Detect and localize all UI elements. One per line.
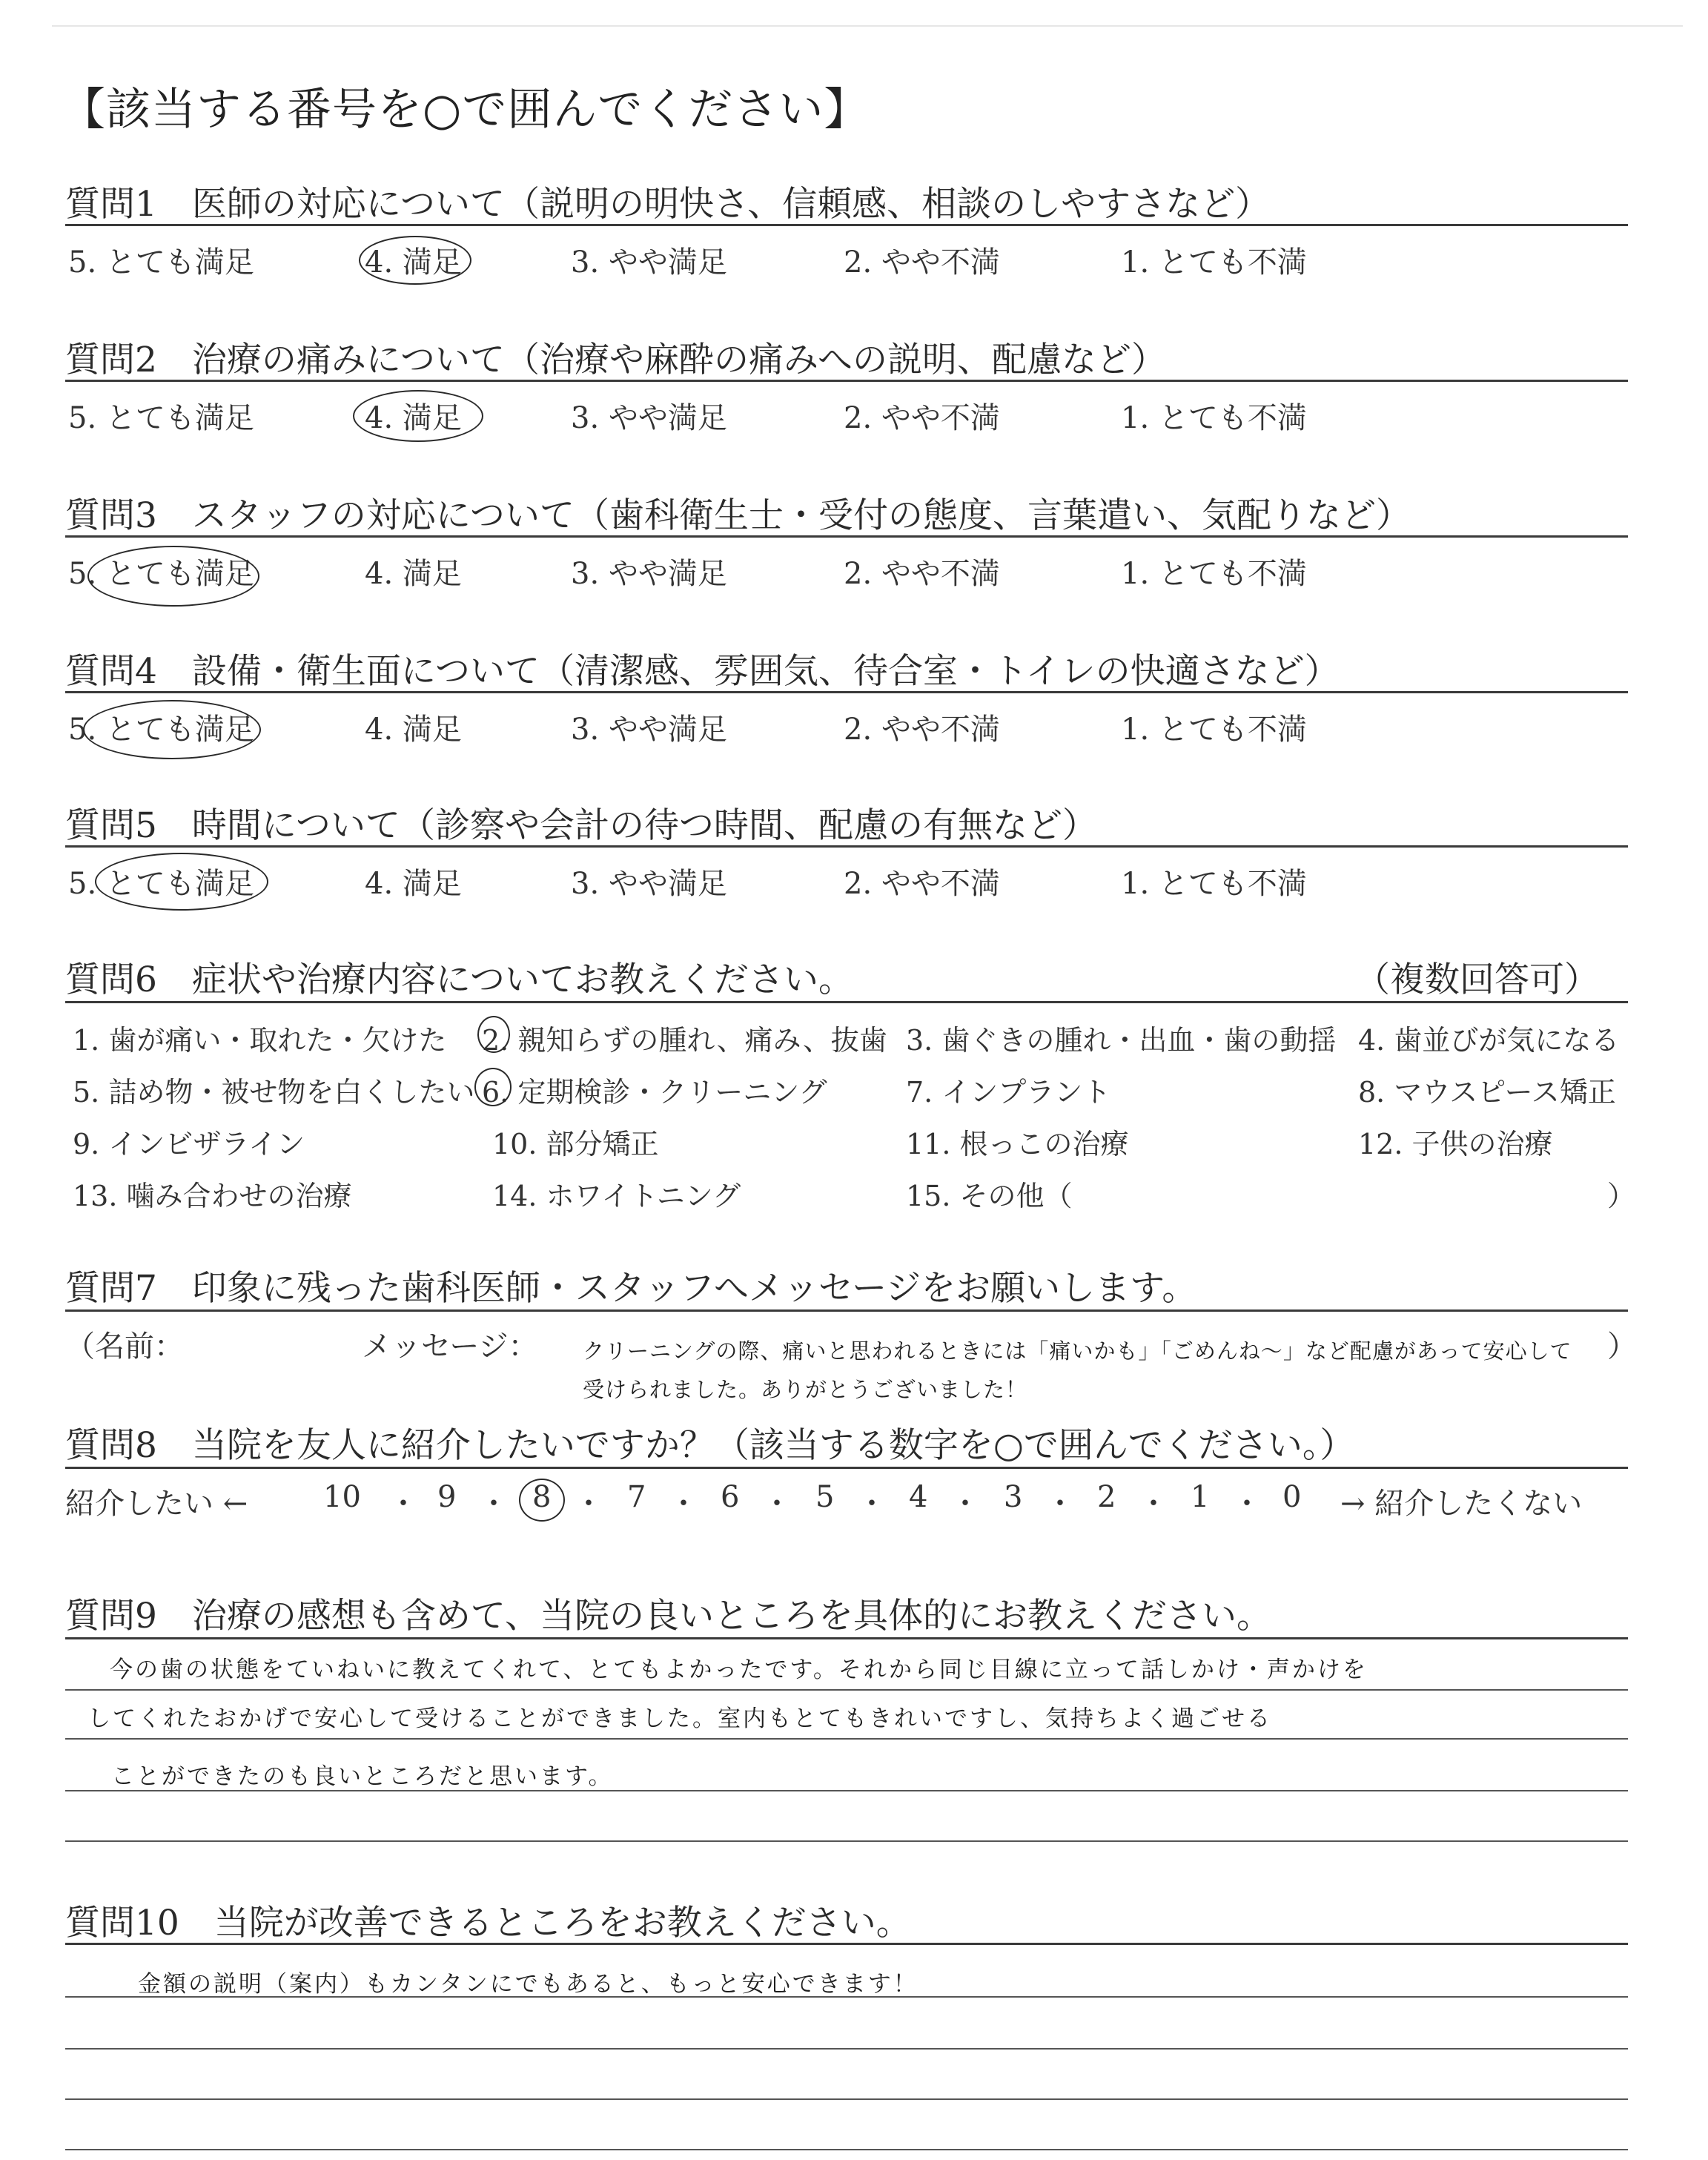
q8-score-3[interactable]: 3 bbox=[1004, 1480, 1023, 1514]
q1-option-1[interactable]: 1. とても不満 bbox=[1121, 245, 1307, 280]
question-6-rule bbox=[65, 1001, 1628, 1003]
q1-option-3[interactable]: 3. やや満足 bbox=[571, 245, 727, 280]
q9-answer-line-1: 今の歯の状態をていねいに教えてくれて、とてもよかったです。それから同じ目線に立って話しかけ・声かけを bbox=[110, 1657, 1368, 1683]
q3-selection-circle bbox=[87, 546, 259, 607]
q6-item-2-circle bbox=[477, 1016, 510, 1053]
question-9-title: 質問9 治療の感想も含めて、当院の良いところを具体的にお教えください。 bbox=[65, 1596, 1271, 1636]
q10-writing-line-2 bbox=[65, 2048, 1628, 2050]
page-title: 【該当する番号を○で囲んでください】 bbox=[61, 84, 870, 136]
q6-item-3[interactable]: 3. 歯ぐきの腫れ・出血・歯の動揺 bbox=[906, 1024, 1337, 1057]
q8-sep-6: ・ bbox=[857, 1487, 887, 1521]
q1-option-5[interactable]: 5. とても満足 bbox=[68, 245, 254, 280]
q6-item-14[interactable]: 14. ホワイトニング bbox=[492, 1180, 741, 1212]
q9-writing-line-4 bbox=[65, 1840, 1628, 1842]
q3-option-2[interactable]: 2. やや不満 bbox=[844, 557, 1000, 591]
q8-score-2[interactable]: 2 bbox=[1097, 1480, 1116, 1514]
q4-selection-circle bbox=[83, 700, 261, 759]
question-2-rule bbox=[65, 380, 1628, 382]
q10-answer-line-1: 金額の説明（案内）もカンタンにでもあると、もっと安心できます！ bbox=[138, 1971, 918, 1998]
q6-item-4[interactable]: 4. 歯並びが気になる bbox=[1358, 1024, 1620, 1057]
q2-option-2[interactable]: 2. やや不満 bbox=[844, 401, 1000, 435]
q2-selection-circle bbox=[353, 390, 483, 442]
question-2-title: 質問2 治療の痛みについて（治療や麻酔の痛みへの説明、配慮など） bbox=[65, 340, 1167, 380]
question-4-rule bbox=[65, 691, 1628, 693]
q6-item-11[interactable]: 11. 根っこの治療 bbox=[906, 1128, 1129, 1160]
question-1-title: 質問1 医師の対応について（説明の明快さ、信頼感、相談のしやすさなど） bbox=[65, 184, 1271, 225]
q6-item-6[interactable]: 6. 定期検診・クリーニング bbox=[482, 1076, 827, 1109]
q8-score-7[interactable]: 7 bbox=[627, 1480, 646, 1514]
q7-message-label: メッセージ： bbox=[362, 1330, 538, 1364]
q3-option-4[interactable]: 4. 満足 bbox=[365, 557, 462, 591]
q8-score-5[interactable]: 5 bbox=[815, 1480, 835, 1514]
q8-sep-9: ・ bbox=[1139, 1487, 1168, 1521]
q6-item-5[interactable]: 5. 詰め物・被せ物を白くしたい bbox=[73, 1076, 475, 1109]
q6-item-6-circle bbox=[474, 1068, 512, 1106]
q9-writing-line-2 bbox=[65, 1738, 1628, 1740]
q3-option-5[interactable]: 5. とても満足 bbox=[68, 557, 254, 591]
q6-item-8[interactable]: 8. マウスピース矯正 bbox=[1358, 1076, 1616, 1109]
q7-close-paren: ） bbox=[1607, 1330, 1637, 1364]
q8-sep-8: ・ bbox=[1045, 1487, 1075, 1521]
question-10-title: 質問10 当院が改善できるところをお教えください。 bbox=[65, 1903, 911, 1943]
q9-writing-line-1 bbox=[65, 1689, 1628, 1691]
q8-sep-4: ・ bbox=[669, 1487, 698, 1521]
question-3-rule bbox=[65, 535, 1628, 538]
q8-sep-2: ・ bbox=[479, 1487, 509, 1521]
q5-option-3[interactable]: 3. やや満足 bbox=[571, 867, 727, 901]
q4-option-3[interactable]: 3. やや満足 bbox=[571, 713, 727, 747]
question-6-note: （複数回答可） bbox=[1355, 960, 1599, 1000]
q7-name-label: （名前： bbox=[65, 1330, 184, 1364]
q8-score-0[interactable]: 0 bbox=[1282, 1480, 1302, 1514]
q8-score-10[interactable]: 10 bbox=[323, 1480, 361, 1514]
q8-score-8[interactable]: 8 bbox=[532, 1480, 552, 1514]
q8-sep-10: ・ bbox=[1232, 1487, 1262, 1521]
question-8-rule bbox=[65, 1467, 1628, 1469]
q8-sep-7: ・ bbox=[950, 1487, 980, 1521]
question-3-title: 質問3 スタッフの対応について（歯科衛生士・受付の態度、言葉遣い、気配りなど） bbox=[65, 495, 1411, 536]
q2-option-4[interactable]: 4. 満足 bbox=[365, 401, 462, 435]
q10-writing-line-3 bbox=[65, 2098, 1628, 2100]
q8-score-1[interactable]: 1 bbox=[1191, 1480, 1210, 1514]
q6-item-1[interactable]: 1. 歯が痛い・取れた・欠けた bbox=[73, 1024, 447, 1057]
q6-item-9[interactable]: 9. インビザライン bbox=[73, 1128, 305, 1160]
q6-item-2[interactable]: 2. 親知らずの腫れ、痛み、抜歯 bbox=[482, 1024, 887, 1057]
q2-option-1[interactable]: 1. とても不満 bbox=[1121, 401, 1307, 435]
q5-option-5[interactable]: 5. とても満足 bbox=[68, 867, 254, 901]
scan-edge bbox=[52, 25, 1683, 27]
q9-answer-line-3: ことができたのも良いところだと思います。 bbox=[111, 1763, 614, 1790]
q6-item-12[interactable]: 12. 子供の治療 bbox=[1358, 1128, 1553, 1160]
q7-message-line-2: 受けられました。ありがとうございました！ bbox=[583, 1377, 1028, 1402]
q10-writing-line-1 bbox=[65, 1996, 1628, 1998]
q1-selection-circle bbox=[359, 236, 471, 285]
question-10-rule bbox=[65, 1943, 1628, 1945]
question-5-rule bbox=[65, 845, 1628, 848]
question-4-title: 質問4 設備・衛生面について（清潔感、雰囲気、待合室・トイレの快適さなど） bbox=[65, 651, 1340, 692]
q8-sep-1: ・ bbox=[388, 1487, 418, 1521]
q6-item-10[interactable]: 10. 部分矯正 bbox=[492, 1128, 659, 1160]
q8-score-6[interactable]: 6 bbox=[721, 1480, 740, 1514]
q1-option-4[interactable]: 4. 満足 bbox=[365, 245, 462, 280]
q10-writing-line-4 bbox=[65, 2149, 1628, 2150]
question-9-rule bbox=[65, 1637, 1628, 1639]
q8-left-label: 紹介したい ← bbox=[65, 1487, 248, 1521]
q2-option-5[interactable]: 5. とても満足 bbox=[68, 401, 254, 435]
q9-answer-line-2: してくれたおかげで安心して受けることができました。室内もとてもきれいですし、気持ちよく過ごせる bbox=[87, 1705, 1272, 1732]
q2-option-3[interactable]: 3. やや満足 bbox=[571, 401, 727, 435]
q4-option-4[interactable]: 4. 満足 bbox=[365, 713, 462, 747]
q9-writing-line-3 bbox=[65, 1790, 1628, 1791]
question-5-title: 質問5 時間について（診察や会計の待つ時間、配慮の有無など） bbox=[65, 805, 1097, 846]
q8-selection-circle bbox=[519, 1479, 565, 1522]
q8-sep-3: ・ bbox=[574, 1487, 603, 1521]
q6-item-15[interactable]: 15. その他（ bbox=[906, 1180, 1073, 1212]
q5-option-2[interactable]: 2. やや不満 bbox=[844, 867, 1000, 901]
q4-option-2[interactable]: 2. やや不満 bbox=[844, 713, 1000, 747]
q4-option-1[interactable]: 1. とても不満 bbox=[1121, 713, 1307, 747]
q6-other-close-paren: ） bbox=[1607, 1180, 1636, 1212]
question-1-rule bbox=[65, 224, 1628, 226]
q3-option-3[interactable]: 3. やや満足 bbox=[571, 557, 727, 591]
question-7-title: 質問7 印象に残った歯科医師・スタッフへメッセージをお願いします。 bbox=[65, 1268, 1197, 1309]
q5-selection-circle bbox=[95, 853, 268, 911]
q7-message-line-1: クリーニングの際、痛いと思われるときには「痛いかも」「ごめんね〜」など配慮があって安心して bbox=[583, 1338, 1572, 1364]
question-6-title: 質問6 症状や治療内容についてお教えください。 bbox=[65, 960, 853, 1000]
q6-item-7[interactable]: 7. インプラント bbox=[906, 1076, 1111, 1109]
question-7-rule bbox=[65, 1309, 1628, 1312]
question-8-title: 質問8 当院を友人に紹介したいですか？（該当する数字を○で囲んでください。） bbox=[65, 1425, 1355, 1466]
q8-right-label: → 紹介したくない bbox=[1340, 1487, 1583, 1521]
q8-score-9[interactable]: 9 bbox=[437, 1480, 457, 1514]
q5-option-1[interactable]: 1. とても不満 bbox=[1121, 867, 1307, 901]
q4-option-5[interactable]: 5. とても満足 bbox=[68, 713, 254, 747]
q8-sep-5: ・ bbox=[762, 1487, 792, 1521]
q8-score-4[interactable]: 4 bbox=[909, 1480, 928, 1514]
q5-option-4[interactable]: 4. 満足 bbox=[365, 867, 462, 901]
q3-option-1[interactable]: 1. とても不満 bbox=[1121, 557, 1307, 591]
q6-item-13[interactable]: 13. 噛み合わせの治療 bbox=[73, 1180, 352, 1212]
q1-option-2[interactable]: 2. やや不満 bbox=[844, 245, 1000, 280]
